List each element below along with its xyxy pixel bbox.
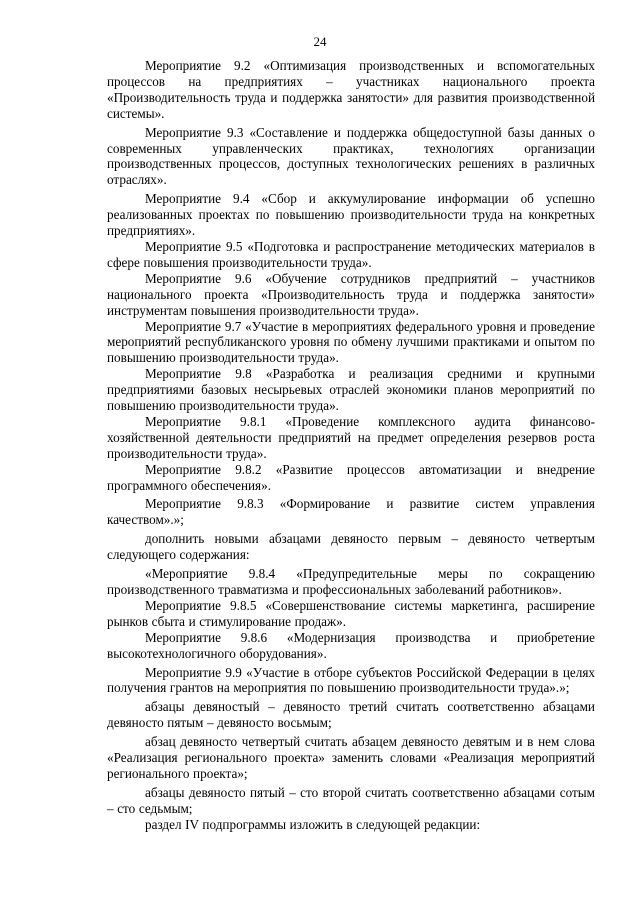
document-body xyxy=(107,58,595,833)
paragraph-measure-9-9: Мероприятие 9.9 «Участие в отборе субъектов Российской Федерации в целях получения грантов на мероприятия по повышению производительности труда».»; xyxy=(107,664,595,696)
paragraph-amendment-section-iv: раздел IV подпрограммы изложить в следующей редакции: xyxy=(145,816,481,832)
paragraph-measure-9-8-4: «Мероприятие 9.8.4 «Предупредительные меры по сокращению производственного травматизма и профессиональных заболеваний работников». xyxy=(107,566,595,597)
paragraph-measure-9-6: Мероприятие 9.6 «Обучение сотрудников предприятий – участников национального проекта «Производительность труда и поддержка занятости» инструментам повышения производительности труда». xyxy=(107,270,595,318)
paragraph-measure-9-7: Мероприятие 9.7 «Участие в мероприятиях федерального уровня и проведение мероприятий республиканского уровня по обмену лучшими практиками и опытом по повышению производительности труда». xyxy=(107,318,595,366)
paragraph-measure-9-3: Мероприятие 9.3 «Составление и поддержка общедоступной базы данных о современных управленческих практиках, технологиях организации производственных процессов, доступных технологических решениях в различных отраслях». xyxy=(107,124,595,188)
paragraph-measure-9-8-3: Мероприятие 9.8.3 «Формирование и развитие систем управления качеством».»; xyxy=(107,496,595,528)
paragraph-measure-9-8-6: Мероприятие 9.8.6 «Модернизация производства и приобретение высокотехнологичного оборудования». xyxy=(107,629,595,661)
paragraph-amendment-renumber-3: абзацы девяносто пятый – сто второй считать соответственно абзацами сотым – сто седьмым; xyxy=(107,784,595,816)
paragraph-measure-9-5: Мероприятие 9.5 «Подготовка и распространение методических материалов в сфере повышения производительности труда». xyxy=(107,238,595,270)
paragraph-amendment-renumber-1: абзацы девяностый – девяносто третий считать соответственно абзацами девяносто пятым – девяносто восьмым; xyxy=(107,699,595,731)
paragraph-measure-9-8-2: Мероприятие 9.8.2 «Развитие процессов автоматизации и внедрение программного обеспечения». xyxy=(107,461,595,493)
paragraph-measure-9-8: Мероприятие 9.8 «Разработка и реализация средними и крупными предприятиями базовых несырьевых отраслей экономики планов мероприятий по повышению производительности труда». xyxy=(107,366,595,414)
paragraph-measure-9-2: Мероприятие 9.2 «Оптимизация производственных и вспомогательных процессов на предприятиях – участниках национального проекта «Производительность труда и поддержка занятости» для развития производственной системы». xyxy=(107,58,595,121)
paragraph-amendment-renumber-2: абзац девяносто четвертый считать абзацем девяносто девятым и в нем слова «Реализация регионального проекта» заменить словами «Реализация мероприятий регионального проекта»; xyxy=(107,734,595,781)
page-number: 24 xyxy=(313,34,327,49)
paragraph-measure-9-4: Мероприятие 9.4 «Сбор и аккумулирование информации об успешно реализованных проектах по повышению производительности труда на конкретных предприятиях». xyxy=(107,191,595,239)
paragraph-measure-9-8-5: Мероприятие 9.8.5 «Совершенствование системы маркетинга, расширение рынков сбыта и стимулирование продаж». xyxy=(107,597,595,629)
paragraph-amendment-add: дополнить новыми абзацами девяносто первым – девяносто четвертым следующего содержания: xyxy=(107,531,595,563)
paragraph-measure-9-8-1: Мероприятие 9.8.1 «Проведение комплексного аудита финансово-хозяйственной деятельности предприятий на предмет определения резервов роста производительности труда». xyxy=(107,413,595,461)
